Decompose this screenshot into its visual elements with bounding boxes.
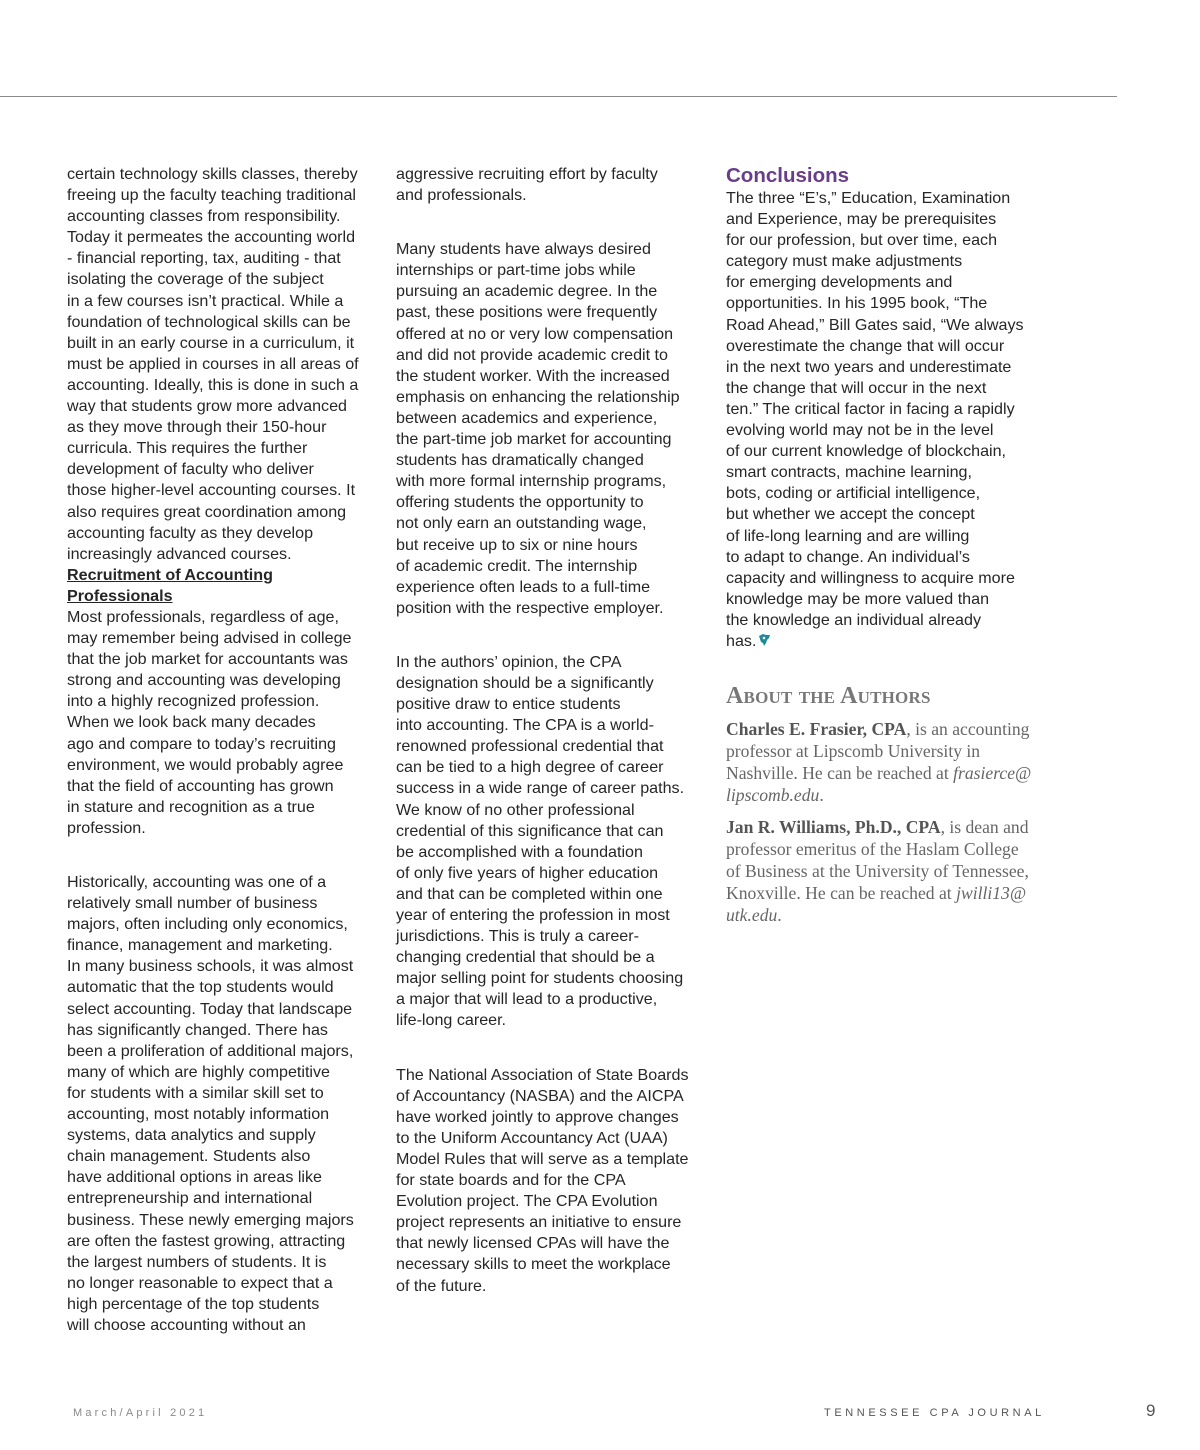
author-email-link[interactable]: frasierce@ lipscomb.edu <box>726 763 1032 806</box>
header-rule <box>0 96 1117 97</box>
author-description: , is dean and professor emeritus of the Haslam College of Business at the University of Tennessee, Knoxville. He can be reached at <box>726 817 1029 904</box>
body-paragraph: Historically, accounting was one of a relatively small number of business majors, often including only economics, finance, management and marketing. In many business schools, it was almost automatic that the top students would select accounting. Today that landscape has significantly changed. There has been a proliferation of additional majors, many of which are highly competitive for students with a similar skill set to accounting, most notably information systems, data analytics and supply chain management. Students also have additional options in areas like entrepreneurship and international business. These newly emerging majors are often the fastest growing, attracting the largest numbers of students. It is no longer reasonable to expect that a high percentage of the top students will choose accounting without an <box>67 873 354 1334</box>
conclusions-heading: Conclusions <box>726 164 850 187</box>
conclusions-paragraph <box>726 188 1038 652</box>
body-paragraph: certain technology skills classes, thereby freeing up the faculty teaching traditional accounting classes from responsibility. Today it permeates the accounting world - financial reporting, tax, auditing - that isolating the coverage of the subject in a few courses isn’t practical. While a foundation of technological skills can be built in an early course in a curriculum, it must be applied in courses in all areas of accounting. Ideally, this is done in such a way that students grow more advanced as they move through their 150-hour curricula. This requires the further development of faculty who deliver those higher-level accounting courses. It also requires great coordination among accounting faculty as they develop increasingly advanced courses. <box>67 165 359 563</box>
author-email-link[interactable]: jwilli13@ utk.edu <box>726 883 1027 926</box>
publication-name: TENNESSEE CPA JOURNAL <box>824 1407 1045 1419</box>
author-bio <box>726 816 1038 926</box>
author-bio <box>726 718 1038 806</box>
author-bio-end: . <box>819 785 824 806</box>
article-column-1 <box>67 164 379 1336</box>
body-paragraph: The National Association of State Boards of Accountancy (NASBA) and the AICPA have worked jointly to approve changes to the Uniform Accountancy Act (UAA) Model Rules that will serve as a template for state boards and for the CPA Evolution project. The CPA Evolution project represents an initiative to ensure that newly licensed CPAs will have the necessary skills to meet the workplace of the future. <box>396 1065 689 1295</box>
author-description: , is an accounting professor at Lipscomb University in Nashville. He can be reached at <box>726 719 1030 784</box>
article-column-3 <box>726 164 1038 936</box>
section-subheading: Recruitment of Accounting Professionals <box>67 565 273 605</box>
body-paragraph: Most professionals, regardless of age, may remember being advised in college that the job market for accountants was strong and accounting was developing into a highly recognized profession. When we look back many decades ago and compare to today’s recruiting environment, we would probably agree that the field of accounting has grown in stature and recognition as a true profession. <box>67 607 352 837</box>
tn-logo-end-mark-icon <box>758 632 771 646</box>
page-number: 9 <box>1146 1401 1156 1420</box>
body-paragraph: Many students have always desired internships or part-time jobs while pursuing an academic degree. In the past, these positions were frequently offered at no or very low compensation and did not provide academic credit to the student worker. With the increased emphasis on enhancing the relationship between academics and experience, the part-time job market for accounting students has dramatically changed with more formal internship programs, offering students the opportunity to not only earn an outstanding wage, but receive up to six or nine hours of academic credit. The internship experience often leads to a full-time position with the respective employer. <box>396 240 680 617</box>
conclusions-text: The three “E’s,” Education, Examination and Experience, may be prerequisites for our profession, but over time, each category must make adjustments for emerging developments and opportunities. In his 1995 book, “The Road Ahead,” Bill Gates said, “We always overestimate the change that will occur in the next two years and underestimate the change that will occur in the next ten.” The critical factor in facing a rapidly evolving world may not be in the level of our current knowledge of blockchain, smart contracts, machine learning, bots, coding or artificial intelligence, but whether we accept the concept of life-long learning and are willing to adapt to change. An individual’s capacity and willingness to acquire more knowledge may be more valued than the knowledge an individual already has. <box>726 189 1024 650</box>
author-name: Charles E. Frasier, CPA <box>726 719 907 740</box>
issue-date: March/April 2021 <box>73 1407 208 1419</box>
author-bio-end: . <box>777 905 782 926</box>
author-name: Jan R. Williams, Ph.D., CPA <box>726 817 941 838</box>
body-paragraph: In the authors’ opinion, the CPA designation should be a significantly positive draw to entice students into accounting. The CPA is a world- renowned professional credential that can be tied to a high degree of career success in a wide range of career paths. We know of no other professional credential of this significance that can be accomplished with a foundation of only five years of higher education and that can be completed within one year of entering the profession in most jurisdictions. This is truly a career- changing credential that should be a major selling point for students choosing a major that will lead to a productive, life-long career. <box>396 652 685 1030</box>
article-column-2 <box>396 164 708 1297</box>
about-authors-heading: About the Authors <box>726 683 931 710</box>
body-paragraph: aggressive recruiting effort by faculty and professionals. <box>396 165 658 205</box>
